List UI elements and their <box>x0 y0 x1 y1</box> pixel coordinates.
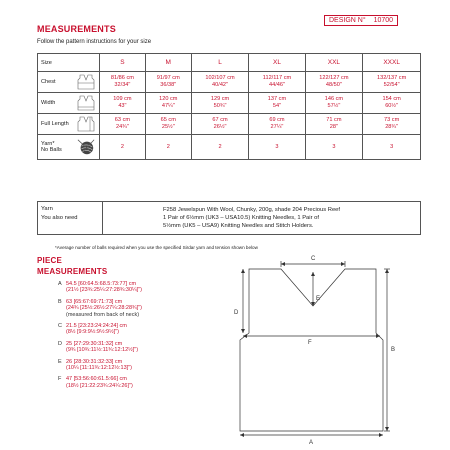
width-l: 129 cm 50¾" <box>191 93 249 114</box>
chest-xxxl: 132/137 cm 52/54" <box>363 72 421 93</box>
diagram-label-d: D <box>234 310 239 316</box>
chest-xl: 112/117 cm 44/46" <box>249 72 305 93</box>
footnote: *Average number of balls required when you use the specified Sirdar yarn and tension shown below <box>55 245 258 250</box>
size-xl: XL <box>249 54 305 72</box>
diagram-label-e: E <box>316 296 321 302</box>
design-number: 10700 <box>373 17 394 24</box>
width-s: 109 cm 43" <box>100 93 146 114</box>
also-need-label: You also need <box>41 215 78 221</box>
piece-title-1: PIECE <box>37 256 63 265</box>
width-xl: 137 cm 54" <box>249 93 305 114</box>
diagram-label-a: A <box>309 440 314 446</box>
chest-m: 91/97 cm 36/38" <box>145 72 191 93</box>
size-l: L <box>191 54 249 72</box>
chest-xxl: 122/127 cm 48/50" <box>305 72 363 93</box>
size-xxxl: XXXL <box>363 54 421 72</box>
width-xxl: 146 cm 57½" <box>305 93 363 114</box>
piece-title-2: MEASUREMENTS <box>37 267 108 276</box>
size-m: M <box>145 54 191 72</box>
yarn-line-2: 1 Pair of 6½mm (UK3 – USA10.5) Knitting Needles, 1 Pair of <box>163 215 319 221</box>
diagram-label-f: F <box>308 340 312 346</box>
size-label: Size <box>38 54 100 72</box>
length-m: 65 cm 25½" <box>145 114 191 135</box>
chest-l: 102/107 cm 40/42" <box>191 72 249 93</box>
balls-xl: 3 <box>249 135 305 160</box>
chest-s: 81/86 cm 32/34" <box>100 72 146 93</box>
balls-xxxl: 3 <box>363 135 421 160</box>
page-title: MEASUREMENTS <box>37 24 116 34</box>
balls-l: 2 <box>191 135 249 160</box>
measurement-d: D 25 [27:29:30:31:32] cm (9¾ [10¾:11½:11¾:12:12½]") <box>58 340 139 354</box>
size-s: S <box>100 54 146 72</box>
size-xxl: XXL <box>305 54 363 72</box>
measurement-e: E 26 [28:30:31:32:33] cm (10¼ [11:11¾:12:12½:13]") <box>58 358 132 372</box>
yarn-label: Yarn* <box>41 141 55 147</box>
measurement-c: C 21.5 [23:23:24:24:24] cm (8½ [9:9:9½:9½:9½]") <box>58 323 127 336</box>
measurement-b: B 63 [65:67:69:71:73] cm (24¾ [25½:26½:27¼:28:28¾]") (measured from back of neck) <box>58 298 142 318</box>
length-xxxl: 73 cm 28¾" <box>363 114 421 135</box>
measurement-f: F 47 [53:56:60:61.5:66] cm (18½ [21:22:23¾:24¼:26]") <box>58 376 133 389</box>
yarn-line-3: 5½mm (UK5 – USA9) Knitting Needles and Stitch Holders. <box>163 223 314 229</box>
length-xl: 69 cm 27¼" <box>249 114 305 135</box>
yarn-line-1: F258 Jewelspun With Wool, Chunky, 200g, shade 204 Precious Reef <box>163 207 341 213</box>
diagram-label-c: C <box>311 256 316 262</box>
design-label: DESIGN N° <box>329 17 366 24</box>
width-xxxl: 154 cm 60½" <box>363 93 421 114</box>
yarn-section-label: Yarn <box>41 206 53 212</box>
width-m: 120 cm 47¼" <box>145 93 191 114</box>
length-xxl: 71 cm 28" <box>305 114 363 135</box>
intro-text: Follow the pattern instructions for your size <box>37 39 152 45</box>
no-balls-label: No Balls <box>41 147 62 153</box>
vest-outline <box>240 269 383 431</box>
length-label: Full Length <box>41 121 69 127</box>
width-label: Width <box>41 100 56 106</box>
diagram-label-b: B <box>391 347 396 353</box>
balls-m: 2 <box>145 135 191 160</box>
measurement-a: A 54.5 [60:64.5:68.5:73:77] cm (21½ [23¾:25¼:27:28¾:30¼]") <box>58 281 142 294</box>
length-l: 67 cm 26½" <box>191 114 249 135</box>
balls-s: 2 <box>100 135 146 160</box>
balls-xxl: 3 <box>305 135 363 160</box>
chest-label: Chest <box>41 79 56 85</box>
length-s: 63 cm 24¾" <box>100 114 146 135</box>
